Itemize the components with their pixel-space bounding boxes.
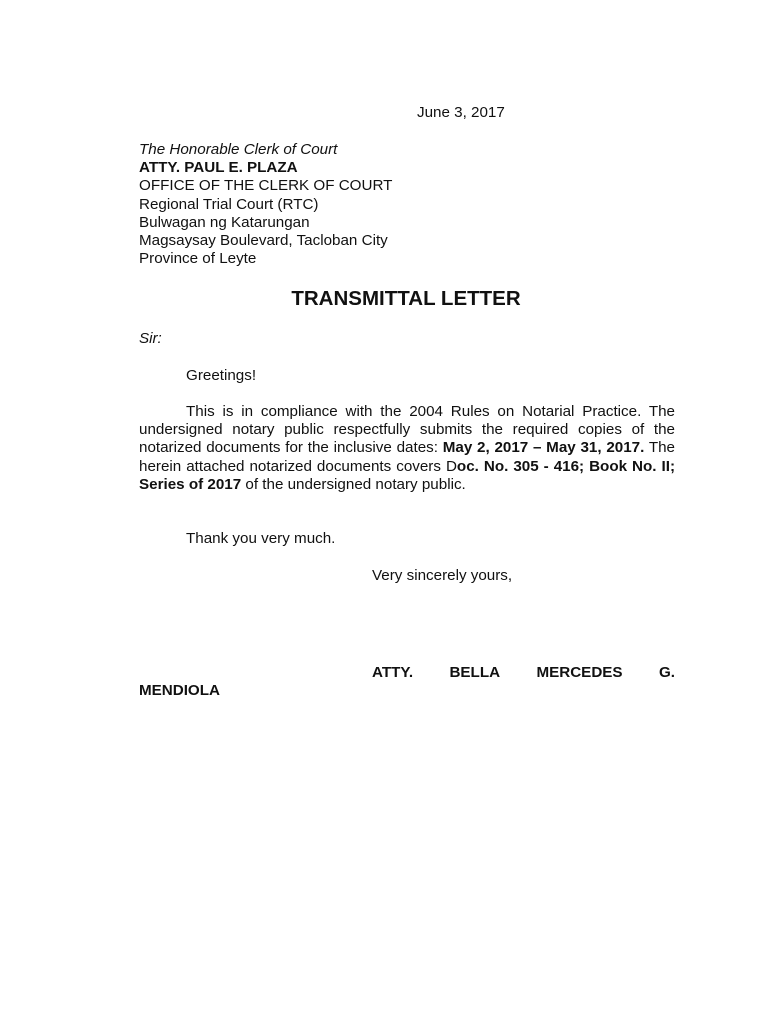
letter-title: TRANSMITTAL LETTER	[291, 287, 521, 310]
recipient-office: OFFICE OF THE CLERK OF COURT	[139, 177, 393, 195]
complimentary-closing: Very sincerely yours,	[372, 567, 513, 584]
recipient-building: Bulwagan ng Katarungan	[139, 213, 310, 231]
greeting: Greetings!	[186, 367, 257, 384]
recipient-name: ATTY. PAUL E. PLAZA	[139, 159, 298, 177]
signer-middle-name: MERCEDES	[536, 664, 623, 681]
thank-you-line: Thank you very much.	[186, 530, 336, 547]
recipient-salutation-title: The Honorable Clerk of Court	[139, 141, 338, 158]
body-text-part3: of the undersigned notary public.	[241, 475, 466, 493]
recipient-province: Province of Leyte	[139, 250, 257, 268]
body-paragraph	[139, 403, 675, 494]
signer-name-line	[372, 664, 675, 682]
salutation: Sir:	[139, 330, 162, 347]
recipient-street: Magsaysay Boulevard, Tacloban City	[139, 232, 388, 250]
signer-title: ATTY.	[372, 664, 414, 681]
signer-first-name: BELLA	[449, 664, 501, 681]
recipient-court: Regional Trial Court (RTC)	[139, 195, 319, 213]
body-inclusive-dates: May 2, 2017 – May 31, 2017.	[442, 439, 645, 457]
signer-surname: MENDIOLA	[139, 682, 220, 699]
body-document-reference: oc. No. 305 - 416; Book No. II; Series of 2017	[139, 457, 675, 493]
letter-date: June 3, 2017	[417, 104, 505, 121]
signer-middle-initial: G.	[658, 664, 675, 681]
body-text-part1: This is in compliance with the 2004 Rules on Notarial Practice. The undersigned notary public respectfully submits the required copies of the notarized documents for the inclusive dates:	[139, 403, 675, 457]
body-text-part2: The herein attached notarized documents covers D	[139, 439, 675, 475]
recipient-address-block	[139, 141, 679, 268]
